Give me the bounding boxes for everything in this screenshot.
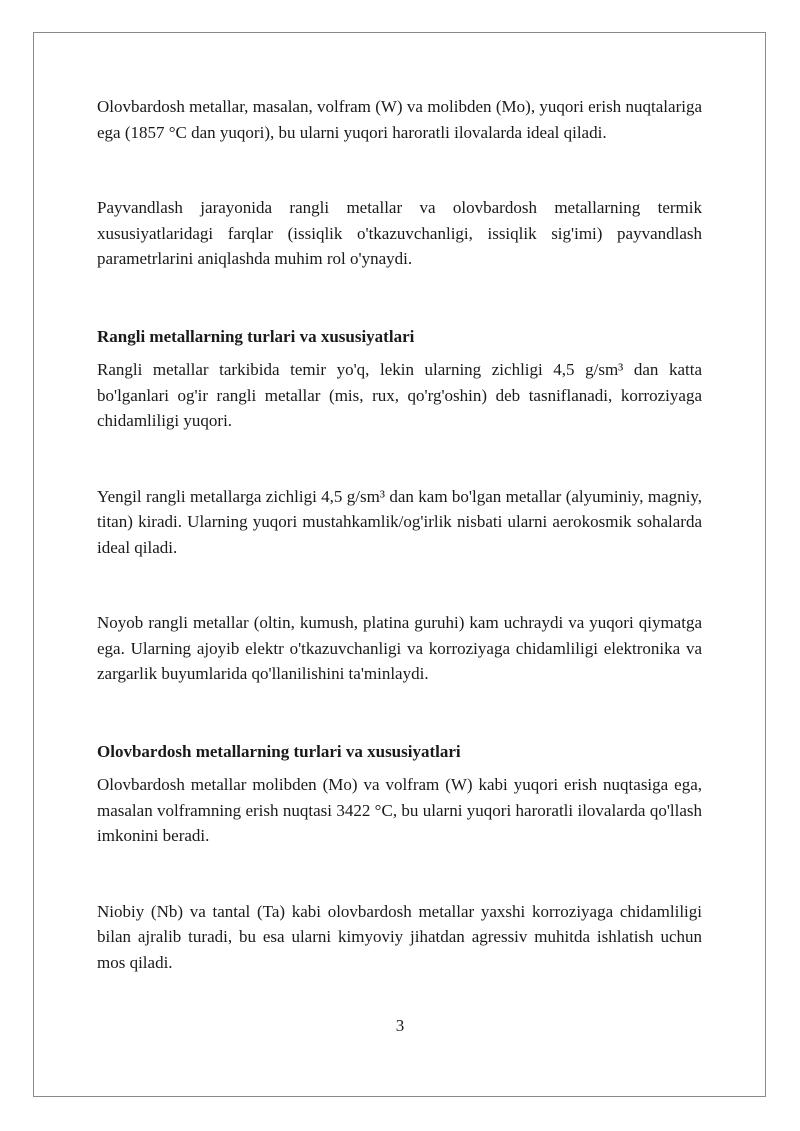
document-body [97,94,702,975]
intro-paragraph-1: Olovbardosh metallar, masalan, volfram (W) va molibden (Mo), yuqori erish nuqtalariga ega (1857 °C dan yuqori), bu ularni yuqori haroratli ilovalarda ideal qiladi. [97,97,702,142]
section1-paragraph-2: Yengil rangli metallarga zichligi 4,5 g/sm³ dan kam bo'lgan metallar (alyuminiy, magniy, titan) kiradi. Ularning yuqori mustahkamlik/og'irlik nisbati ularni aerokosmik sohalarda ideal qiladi. [97,486,702,557]
section2-paragraph-1: Olovbardosh metallar molibden (Mo) va volfram (W) kabi yuqori erish nuqtasiga ega, masalan volframning erish nuqtasi 3422 °C, bu ularni yuqori haroratli ilovalarda qo'llash imkonini beradi. [97,775,702,845]
section-heading-nonferrous: Rangli metallarning turlari va xususiyatlari [97,326,415,346]
section1-paragraph-1: Rangli metallar tarkibida temir yo'q, lekin ularning zichligi 4,5 g/sm³ dan katta bo'lganlari og'ir rangli metallar (mis, rux, qo'rg'oshin) deb tasniflanadi, korroziyaga chidamliligi yuqori. [97,360,702,430]
page-number: 3 [395,1016,405,1035]
section1-paragraph-3: Noyob rangli metallar (oltin, kumush, platina guruhi) kam uchraydi va yuqori qiymatga ega. Ularning ajoyib elektr o'tkazuvchanligi va korroziyaga chidamliligi elektronika va zargarlik buyumlarida qo'llanilishini ta'minlaydi. [97,613,702,683]
section2-paragraph-2: Niobiy (Nb) va tantal (Ta) kabi olovbardosh metallar yaxshi korroziyaga chidamliligi bilan ajralib turadi, bu esa ularni kimyoviy jihatdan agressiv muhitda ishlatish uchun mos qiladi. [97,901,702,972]
section-heading-refractory: Olovbardosh metallarning turlari va xususiyatlari [97,741,461,761]
intro-paragraph-2: Payvandlash jarayonida rangli metallar va olovbardosh metallarning termik xususiyatlaridagi farqlar (issiqlik o'tkazuvchanligi, issiqlik sig'imi) payvandlash parametrlarini aniqlashda muhim rol o'ynaydi. [97,198,702,268]
